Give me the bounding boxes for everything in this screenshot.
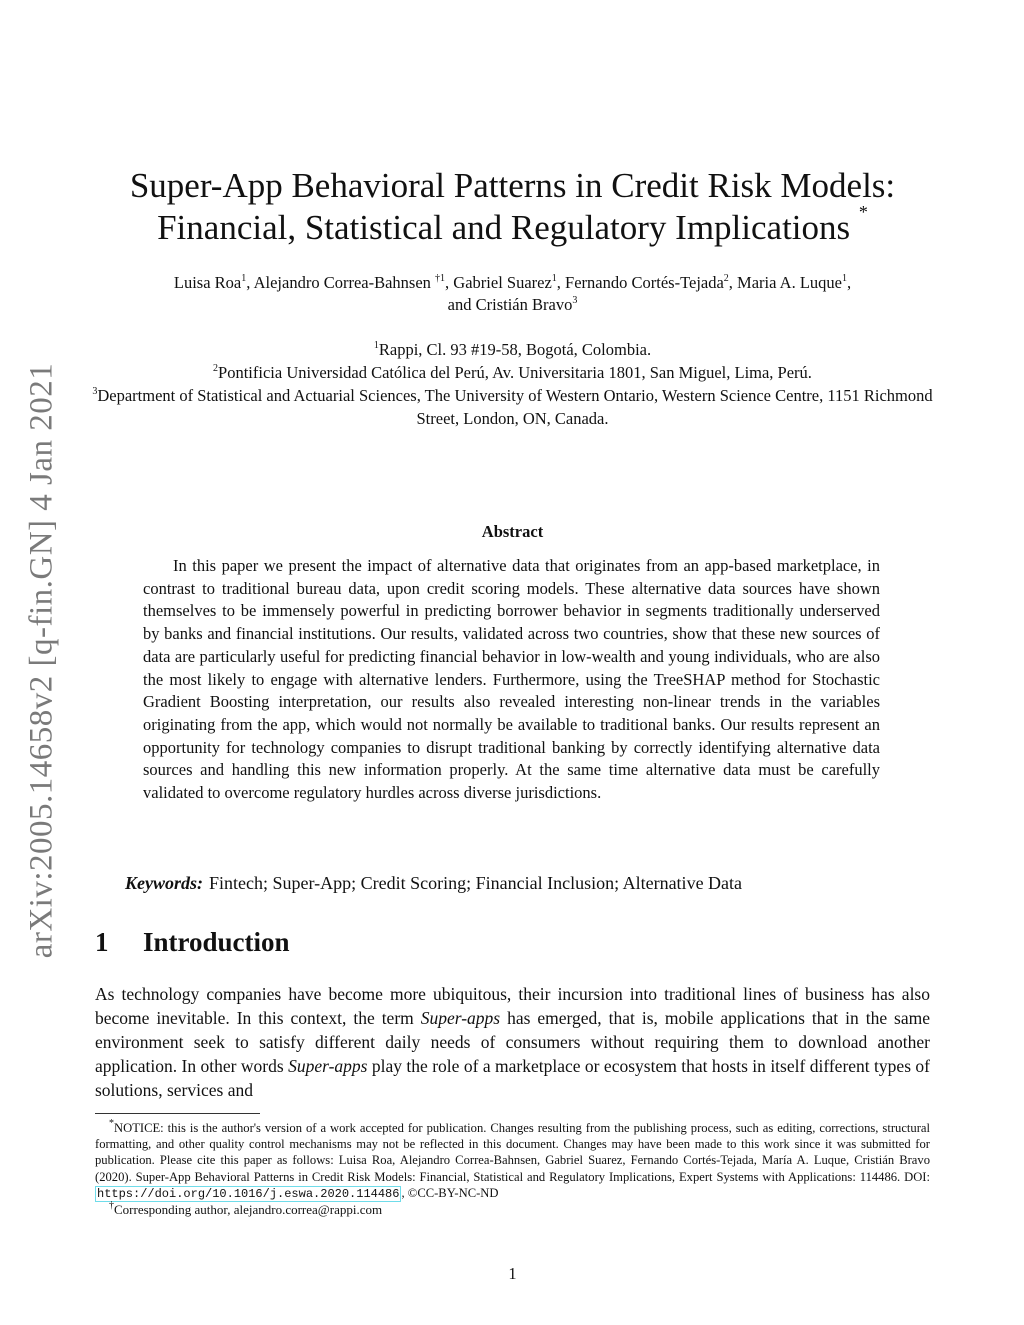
affiliation-list xyxy=(90,338,935,430)
license-text: , ©CC-BY-NC-ND xyxy=(401,1185,499,1200)
keywords-label: Keywords: xyxy=(125,873,203,893)
author-affiliation-mark: 2 xyxy=(723,272,729,284)
affiliation-mark: 3 xyxy=(92,385,98,397)
affiliation-text: Pontificia Universidad Católica del Perú, Av. Universitaria 1801, San Miguel, Lima, Perú. xyxy=(218,363,812,382)
abstract-heading: Abstract xyxy=(481,522,544,541)
author-affiliation-mark: †1 xyxy=(435,272,446,284)
author-affiliation-mark: 1 xyxy=(241,272,247,284)
footnote-notice-text: NOTICE: this is the author's version of a work accepted for publication. Changes resulting from the publishing process, such as editing, corrections, structural formatting, and other quality control mechanisms may not be reflected in this document. Changes may have been made to this work since it was submitted for publication. Please cite this paper as follows: Luisa Roa, Alejandro Correa-Bahnsen, Gabriel Suarez, Fernando Cortés-Tejada, María A. Luque, Cristián Bravo (2020). Super-App Behavioral Patterns in Credit Risk Models: Financial, Statistical and Regulatory Implications, Expert Systems with Applications: 114486. DOI: xyxy=(95,1121,930,1184)
arxiv-id-text: arXiv:2005.14658v2 [q-fin.GN] 4 Jan 2021 xyxy=(23,362,60,958)
author-name: Gabriel Suarez xyxy=(453,273,552,292)
author-name: Luisa Roa xyxy=(173,273,242,292)
intro-text-part: has emerged, that is, mobile applications that in the same environment seek to satisfy different daily needs of consumers without requiring them to download another application. In other words xyxy=(95,1008,931,1076)
arxiv-identifier-stamp xyxy=(22,360,62,960)
footnote-corresponding-author xyxy=(95,1199,930,1218)
author-affiliation-mark: 3 xyxy=(572,294,578,306)
footnotes xyxy=(95,1117,930,1218)
keywords-text: Fintech; Super-App; Credit Scoring; Financial Inclusion; Alternative Data xyxy=(209,873,743,893)
footnote-mark: * xyxy=(109,1117,114,1129)
intro-text-part: As technology companies have become more ubiquitous, their incursion into traditional lines of business has also become inevitable. In this context, the term xyxy=(95,984,930,1028)
author-affiliation-mark: 1 xyxy=(551,272,557,284)
title-line-1: Super-App Behavioral Patterns in Credit Risk Models: xyxy=(129,166,896,205)
affiliation-text: Rappi, Cl. 93 #19-58, Bogotá, Colombia. xyxy=(378,340,652,359)
intro-emphasis-term: Super-apps xyxy=(288,1056,368,1076)
footnote-notice xyxy=(95,1117,930,1202)
introduction-paragraph xyxy=(95,982,930,1102)
author-list: Luisa Roa$^1$, Alejandro Correa-Bahnsen $^{\dagger 1}$, Gabriel Suarez$^1$, Fernando Cortés-Tejada$^2$, Maria A. Luque$^1$, and Cristián Bravo$^3$ xyxy=(173,272,852,314)
footnote-mark: † xyxy=(109,1199,114,1211)
paper-title xyxy=(95,165,930,249)
doi-link[interactable]: https://doi.org/10.1016/j.eswa.2020.114486 xyxy=(97,1186,400,1201)
intro-text-part: play the role of a marketplace or ecosystem that hosts in itself different types of solutions, services and xyxy=(95,1056,930,1100)
corresponding-author-text: Corresponding author, alejandro.correa@rappi.com xyxy=(114,1202,383,1218)
footnote-divider xyxy=(95,1113,260,1114)
author-conjunction: and xyxy=(447,295,472,314)
affiliation-text: Department of Statistical and Actuarial Sciences, The University of Western Ontario, Western Science Centre, 1151 Richmond Street, London, ON, Canada. xyxy=(97,386,933,428)
author-name: Fernando Cortés-Tejada xyxy=(565,273,724,292)
section-title: Introduction xyxy=(143,927,290,957)
affiliation-item xyxy=(90,361,935,384)
affiliation-item xyxy=(90,384,935,430)
author-name: Maria A. Luque xyxy=(737,273,842,292)
affiliation-mark: 1 xyxy=(373,339,379,351)
author-name: Alejandro Correa-Bahnsen xyxy=(253,273,431,292)
affiliation-item xyxy=(90,338,935,361)
abstract-text: In this paper we present the impact of alternative data that originates from an app-based marketplace, in contrast to traditional bureau data, upon credit scoring models. These alternative data sources have shown themselves to be immensely powerful in predicting borrower behavior in segments traditionally underserved by banks and financial institutions. Our results, validated across two countries, show that these new sources of data are particularly useful for predicting financial behavior in low-wealth and young individuals, who are also the most likely to engage with alternative lenders. Furthermore, using the TreeSHAP method for Stochastic Gradient Boosting interpretation, our results also revealed interesting non-linear trends in the variables originating from the app, which would not normally be available to traditional banks. Our results represent an opportunity for technology companies to disrupt traditional banking by correctly identifying alternative data sources and handling this new information properly. At the same time alternative data must be carefully validated to overcome regulatory hurdles across diverse jurisdictions. xyxy=(143,556,880,803)
author-name: Cristián Bravo xyxy=(475,295,573,314)
intro-emphasis-term: Super-apps xyxy=(420,1008,501,1028)
section-number: 1 xyxy=(95,927,109,957)
affiliation-mark: 2 xyxy=(213,362,219,374)
section-heading-introduction xyxy=(95,927,930,958)
title-line-2: Financial, Statistical and Regulatory Implications xyxy=(157,208,851,247)
keywords-line xyxy=(125,871,915,895)
page-number: 1 xyxy=(508,1264,517,1283)
author-affiliation-mark: 1 xyxy=(841,272,847,284)
title-footnote-mark[interactable]: * xyxy=(858,202,868,223)
